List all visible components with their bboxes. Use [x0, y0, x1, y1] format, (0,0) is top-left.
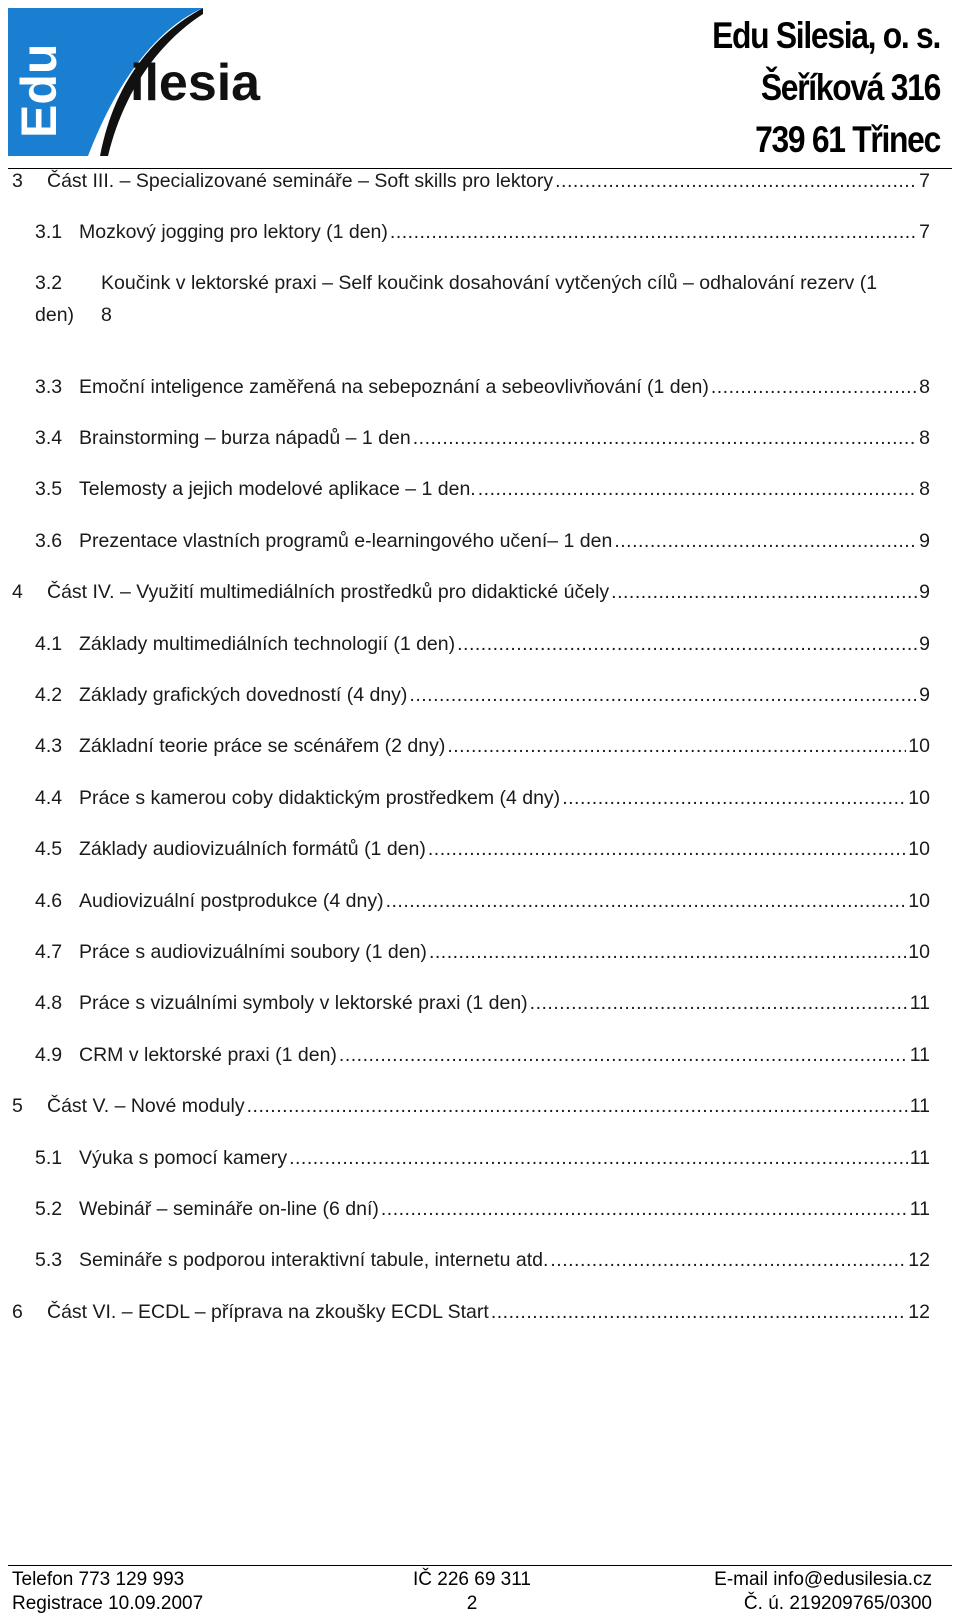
toc-entry-page: 8 — [919, 427, 930, 449]
toc-entry-number: 5.2 — [35, 1198, 63, 1220]
toc-dot-leader — [409, 684, 917, 707]
toc-entry-title: Část VI. – ECDL – příprava na zkoušky ECDL Start — [47, 1300, 489, 1323]
toc-entry-page: 11 — [909, 1198, 930, 1220]
toc-entry-title: Základy grafických dovedností (4 dny) — [79, 684, 408, 706]
toc-dot-leader — [247, 1095, 908, 1118]
toc-entry-page: 10 — [908, 889, 930, 912]
toc-entry-page: 12 — [908, 1300, 930, 1323]
toc-entry-title: Část III. – Specializované semináře – Soft skills pro lektory — [47, 170, 554, 192]
toc-dot-leader — [413, 427, 917, 450]
toc-entry[interactable] — [12, 890, 930, 920]
footer-account: Č. ú. 219209765/0300 — [743, 1593, 932, 1614]
toc-dot-leader — [429, 941, 906, 964]
toc-dot-leader — [447, 735, 906, 758]
toc-entry-number: 3.1 — [35, 221, 63, 244]
company-street: Šeříková 316 — [760, 67, 940, 108]
toc-entry-number: 4.9 — [35, 1043, 63, 1066]
toc-entry-number: 3.3 — [35, 375, 63, 398]
toc-entry-number: 3.4 — [35, 427, 63, 449]
toc-dot-leader — [711, 376, 917, 399]
toc-entry-title: Brainstorming – burza nápadů – 1 den — [79, 427, 411, 449]
company-address — [712, 10, 940, 166]
toc-entry-page: 11 — [909, 1146, 930, 1169]
toc-dot-leader — [386, 890, 907, 913]
toc-entry-title: Část IV. – Využití multimediálních prostředků pro didaktické účely — [47, 581, 610, 604]
footer-registration: Registrace 10.09.2007 — [12, 1593, 204, 1614]
toc-dot-leader — [289, 1147, 908, 1170]
toc-entry-title: Semináře s podporou interaktivní tabule, internetu atd. — [79, 1249, 549, 1272]
toc-dot-leader — [390, 221, 917, 244]
svg-text:ilesia: ilesia — [130, 54, 261, 112]
toc-entry-number: 4.4 — [35, 786, 63, 809]
toc-entry-number: 4.5 — [35, 838, 63, 861]
toc-entry-number: 3.2 — [35, 271, 63, 294]
toc-dot-leader — [339, 1044, 908, 1067]
footer-ico: IČ 226 69 311 — [413, 1569, 531, 1590]
toc-entry-number: 4.7 — [35, 941, 63, 963]
toc-entry-number: 3 — [12, 170, 23, 192]
toc-entry[interactable] — [12, 838, 930, 868]
toc-entry-title: Audiovizuální postprodukce (4 dny) — [79, 889, 384, 912]
toc-entry-title: Výuka s pomocí kamery — [79, 1146, 288, 1169]
toc-dot-leader — [550, 1249, 906, 1272]
toc-entry-page: 9 — [919, 684, 930, 706]
toc-entry-number: 4.8 — [35, 992, 63, 1015]
toc-entry-page: 10 — [908, 941, 930, 963]
toc-entry-page: 10 — [908, 786, 930, 809]
company-name: Edu Silesia, o. s. — [712, 15, 940, 56]
toc-dot-leader — [491, 1301, 906, 1324]
toc-entry-title: Koučink v lektorské praxi – Self koučink dosahování vytčených cílů – odhalování rezerv (1 — [101, 271, 878, 294]
toc-entry-page: 8 — [101, 303, 112, 326]
toc-dot-leader — [457, 633, 917, 656]
toc-entry-page: 7 — [919, 221, 930, 244]
toc-entry-title: Prezentace vlastních programů e-learningového učení– 1 den — [79, 529, 613, 552]
toc-entry-page: 9 — [919, 529, 930, 552]
toc-entry[interactable] — [12, 267, 930, 331]
toc-entry-title: Mozkový jogging pro lektory (1 den) — [79, 221, 388, 244]
toc-entry[interactable] — [12, 941, 930, 971]
toc-entry-title: Emoční inteligence zaměřená na sebepoznání a sebeovlivňování (1 den) — [79, 375, 709, 398]
toc-entry-number: 5.3 — [35, 1249, 63, 1272]
toc-entry-number: 4 — [12, 581, 23, 604]
toc-entry-number: 4.2 — [35, 684, 63, 706]
toc-dot-leader — [478, 478, 917, 501]
toc-entry[interactable] — [12, 170, 930, 200]
toc-entry-title-continued: den) — [35, 303, 75, 326]
company-city: 739 61 Třinec — [755, 119, 940, 160]
toc-entry[interactable] — [12, 1044, 930, 1074]
toc-entry-page: 11 — [909, 1043, 930, 1066]
toc-entry[interactable] — [12, 221, 930, 251]
svg-text:Edu: Edu — [11, 43, 67, 138]
toc-dot-leader — [555, 170, 917, 193]
edu-silesia-logo — [8, 8, 278, 156]
toc-entry[interactable] — [12, 992, 930, 1022]
footer-email: E-mail info@edusilesia.cz — [714, 1569, 932, 1590]
toc-entry-title: Práce s vizuálními symboly v lektorské praxi (1 den) — [79, 992, 528, 1015]
toc-entry-number: 3.6 — [35, 529, 63, 552]
toc-entry-page: 7 — [919, 170, 930, 192]
toc-entry[interactable] — [12, 581, 930, 611]
toc-entry-title: Webinář – semináře on-line (6 dní) — [79, 1198, 379, 1220]
toc-dot-leader — [614, 530, 917, 553]
toc-entry-page: 12 — [908, 1249, 930, 1272]
footer-page-number: 2 — [466, 1593, 478, 1614]
toc-entry[interactable] — [12, 633, 930, 663]
toc-entry-page: 9 — [919, 581, 930, 604]
toc-entry-title: Práce s kamerou coby didaktickým prostředkem (4 dny) — [79, 786, 561, 809]
toc-entry-number: 5.1 — [35, 1146, 63, 1169]
toc-entry-number: 5 — [12, 1095, 23, 1118]
toc-entry-title: Práce s audiovizuálními soubory (1 den) — [79, 941, 427, 963]
toc-entry[interactable] — [12, 1249, 930, 1279]
toc-entry[interactable] — [12, 478, 930, 508]
toc-entry-page: 8 — [919, 375, 930, 398]
toc-entry[interactable] — [12, 1147, 930, 1177]
toc-entry-page: 11 — [909, 992, 930, 1015]
toc-entry[interactable] — [12, 376, 930, 406]
toc-entry-page: 11 — [909, 1095, 930, 1118]
footer-divider — [8, 1565, 952, 1566]
toc-entry-title: CRM v lektorské praxi (1 den) — [79, 1043, 337, 1066]
toc-entry[interactable] — [12, 427, 930, 457]
toc-entry-title: Základní teorie práce se scénářem (2 dny) — [79, 735, 446, 758]
toc-entry-page: 8 — [919, 478, 930, 501]
toc-entry-number: 3.5 — [35, 478, 63, 501]
toc-entry-number: 4.6 — [35, 889, 63, 912]
toc-entry-title: Základy audiovizuálních formátů (1 den) — [79, 838, 426, 861]
toc-entry-number: 4.1 — [35, 632, 63, 655]
toc-dot-leader — [562, 787, 906, 810]
toc-entry-title: Část V. – Nové moduly — [47, 1095, 245, 1118]
toc-entry[interactable] — [12, 684, 930, 714]
toc-entry-number: 6 — [12, 1300, 23, 1323]
footer-phone: Telefon 773 129 993 — [12, 1569, 185, 1590]
toc-dot-leader — [611, 581, 917, 604]
toc-entry[interactable] — [12, 735, 930, 765]
toc-entry-page: 10 — [908, 838, 930, 861]
toc-entry[interactable] — [12, 787, 930, 817]
toc-entry-title: Telemosty a jejich modelové aplikace – 1 den. — [79, 478, 476, 501]
toc-entry[interactable] — [12, 1198, 930, 1228]
toc-entry[interactable] — [12, 530, 930, 560]
toc-entry-page: 10 — [908, 735, 930, 758]
toc-entry-number: 4.3 — [35, 735, 63, 758]
toc-entry[interactable] — [12, 1095, 930, 1125]
toc-dot-leader — [381, 1198, 908, 1221]
page-footer — [12, 1568, 932, 1616]
header-divider — [8, 168, 952, 169]
toc-entry-page: 9 — [919, 632, 930, 655]
toc-dot-leader — [530, 992, 908, 1015]
page-header — [0, 0, 960, 170]
toc-dot-leader — [428, 838, 906, 861]
toc-entry[interactable] — [12, 1301, 930, 1331]
toc-entry-title: Základy multimediálních technologií (1 den) — [79, 632, 456, 655]
